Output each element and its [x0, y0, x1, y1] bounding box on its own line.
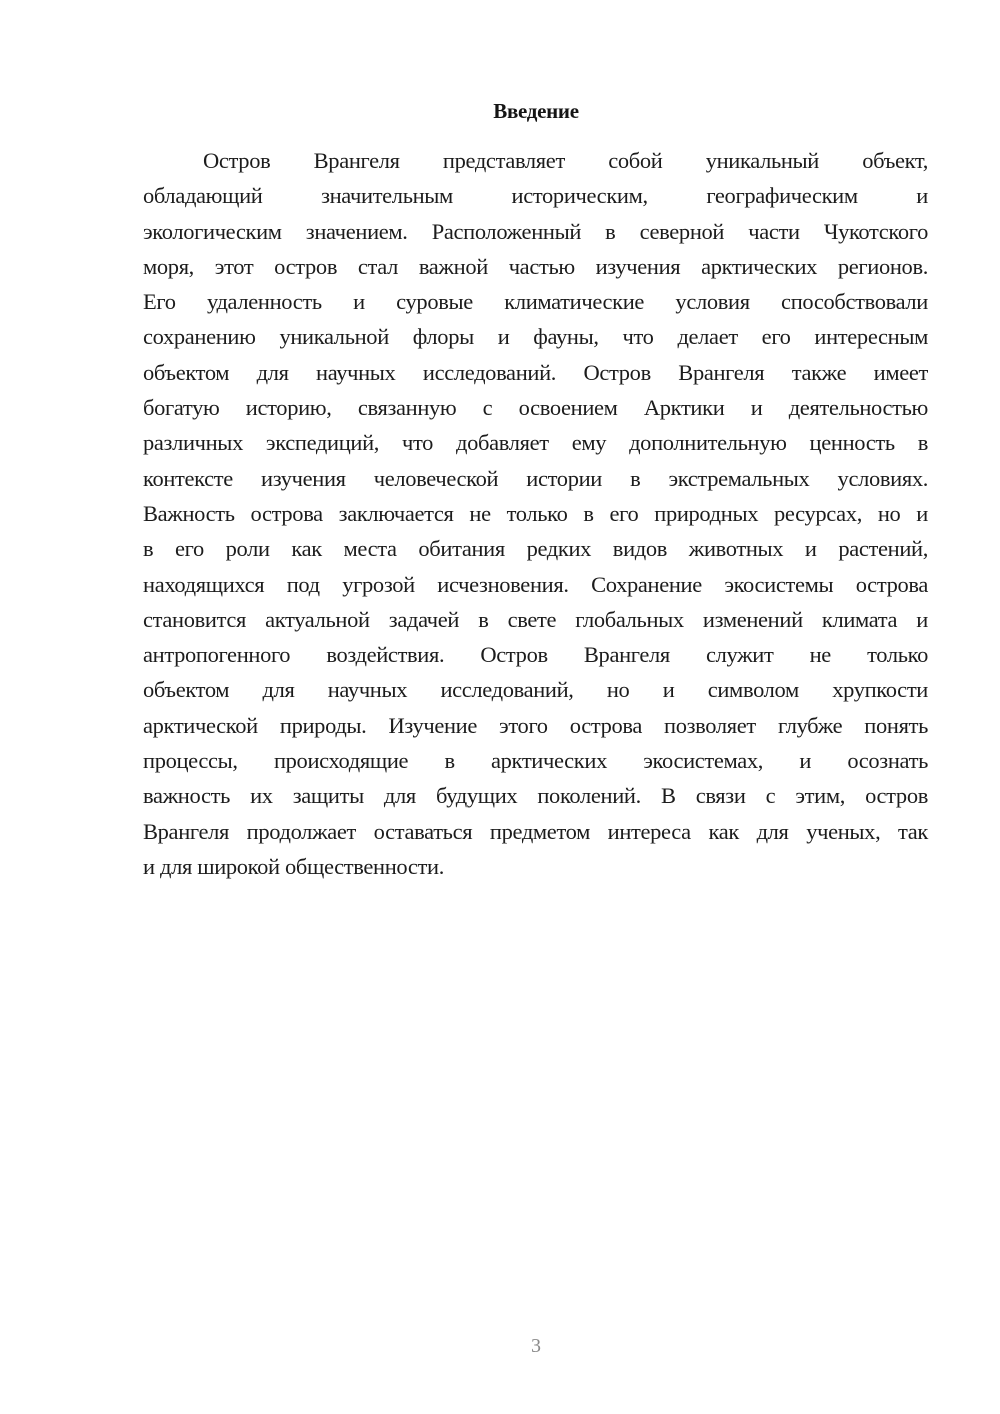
section-heading: Введение — [493, 99, 579, 123]
paragraph-line: богатую историю, связанную с освоением Арктики и деятельностью — [143, 395, 928, 421]
body-paragraph — [143, 143, 928, 884]
paragraph-line: арктической природы. Изучение этого острова позволяет глубже понять — [143, 712, 928, 738]
paragraph-line: антропогенного воздействия. Остров Врангеля служит не только — [143, 642, 928, 668]
paragraph-line: обладающий значительным историческим, географическим и — [143, 183, 928, 209]
paragraph-line: объектом для научных исследований. Остров Врангеля также имеет — [143, 359, 928, 385]
paragraph-line: Его удаленность и суровые климатические условия способствовали — [143, 289, 928, 315]
paragraph-line: моря, этот остров стал важной частью изучения арктических регионов. — [143, 253, 928, 279]
paragraph-line: контексте изучения человеческой истории в экстремальных условиях. — [143, 465, 928, 491]
paragraph-line: и для широкой общественности. — [143, 853, 444, 879]
paragraph-line: экологическим значением. Расположенный в северной части Чукотского — [143, 218, 928, 244]
paragraph-line: Остров Врангеля представляет собой уникальный объект, — [203, 148, 928, 173]
paragraph-line: различных экспедиций, что добавляет ему дополнительную ценность в — [143, 430, 928, 456]
paragraph-line: в его роли как места обитания редких видов животных и растений, — [143, 536, 928, 562]
paragraph-line: важность их защиты для будущих поколений. В связи с этим, остров — [143, 783, 928, 809]
paragraph-line: Важность острова заключается не только в его природных ресурсах, но и — [143, 500, 928, 526]
paragraph-line: Врангеля продолжает оставаться предметом интереса как для ученых, так — [143, 818, 928, 844]
paragraph-line: процессы, происходящие в арктических экосистемах, и осознать — [143, 748, 928, 774]
page-number: 3 — [531, 1335, 541, 1357]
paragraph-line: находящихся под угрозой исчезновения. Сохранение экосистемы острова — [143, 571, 928, 597]
paragraph-line: становится актуальной задачей в свете глобальных изменений климата и — [143, 606, 928, 632]
paragraph-line: объектом для научных исследований, но и символом хрупкости — [143, 677, 928, 703]
paragraph-line: сохранению уникальной флоры и фауны, что делает его интересным — [143, 324, 928, 350]
